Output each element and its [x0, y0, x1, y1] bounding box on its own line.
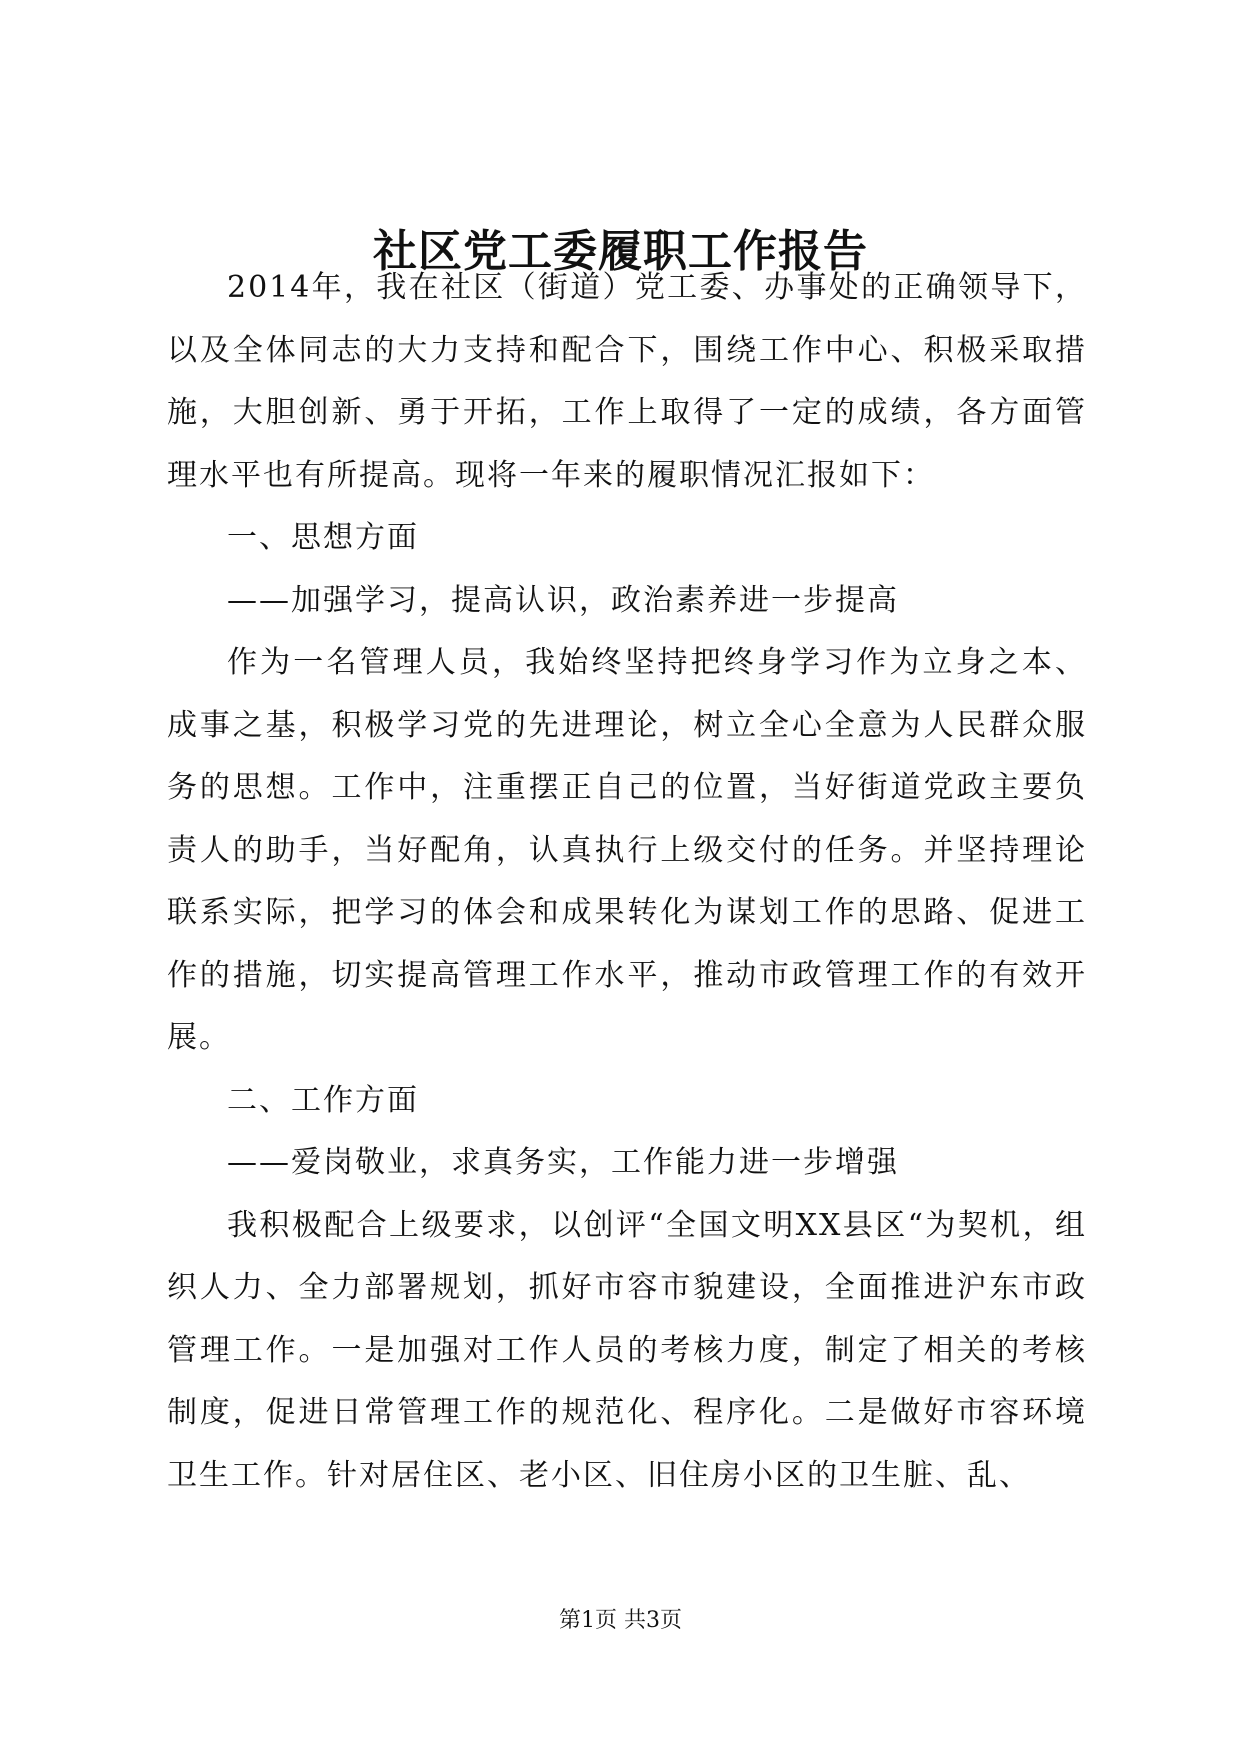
document-title: 社区党工委履职工作报告: [373, 226, 868, 277]
page-footer: 第1页 共3页: [559, 1608, 682, 1633]
intro-paragraph: 2014年，我在社区（街道）党工委、办事处的正确领导下，以及全体同志的大力支持和配合下，围绕工作中心、积极采取措施，大胆创新、勇于开拓，工作上取得了一定的成绩，各方面管理水平也有所提高。现将一年来的履职情况汇报如下：: [167, 270, 1087, 493]
section-2-subheading: ——爱岗敬业，求真务实，工作能力进一步增强: [227, 1145, 899, 1180]
section-2-paragraph: 我积极配合上级要求，以创评“全国文明XX县区“为契机，组织人力、全力部署规划，抓好市容市貌建设，全面推进沪东市政管理工作。一是加强对工作人员的考核力度，制定了相关的考核制度，促进日常管理工作的规范化、程序化。二是做好市容环境卫生工作。针对居住区、老小区、旧住房小区的卫生脏、乱、: [167, 1207, 1087, 1493]
section-2-heading: 二、工作方面: [227, 1082, 419, 1118]
section-1-subheading: ——加强学习，提高认识，政治素养进一步提高: [227, 582, 899, 618]
section-1-heading: 一、思想方面: [227, 520, 419, 555]
document-body: [167, 257, 1087, 1507]
section-1-paragraph: 作为一名管理人员，我始终坚持把终身学习作为立身之本、成事之基，积极学习党的先进理论，树立全心全意为人民群众服务的思想。工作中，注重摆正自己的位置，当好街道党政主要负责人的助手，当好配角，认真执行上级交付的任务。并坚持理论联系实际，把学习的体会和成果转化为谋划工作的思路、促进工作的措施，切实提高管理工作水平，推动市政管理工作的有效开展。: [167, 645, 1087, 1055]
